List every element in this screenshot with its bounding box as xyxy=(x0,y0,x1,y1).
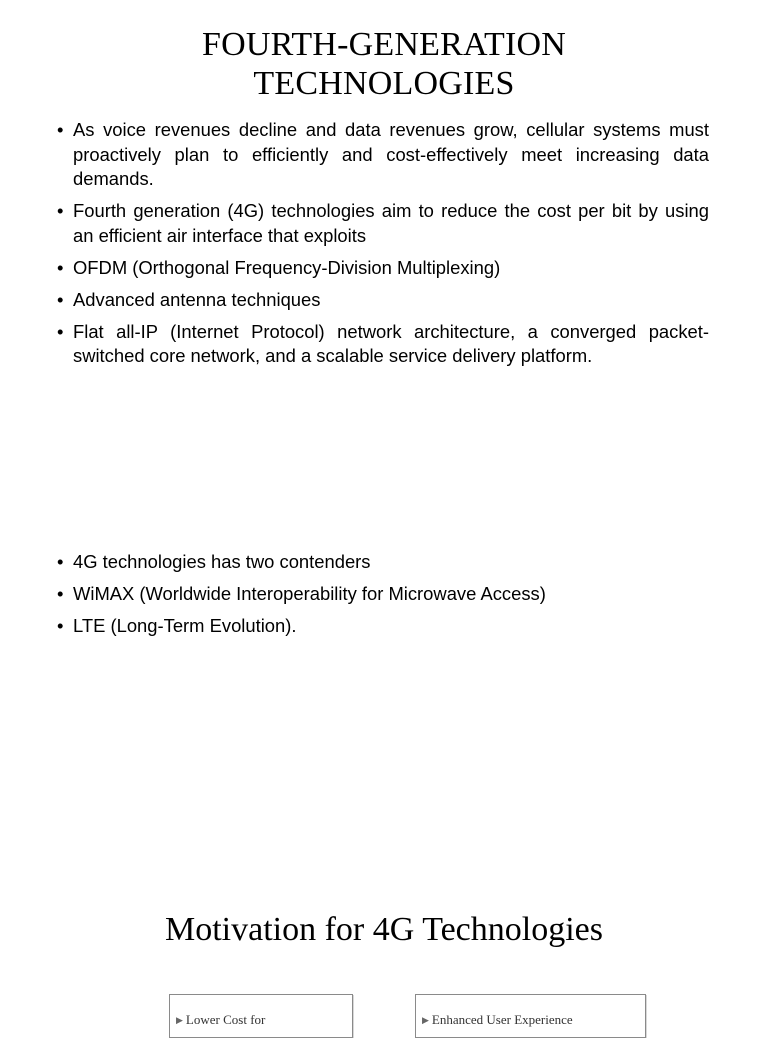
figure-box-user-experience xyxy=(415,994,646,1038)
arrow-right-icon: ▶ xyxy=(176,1015,183,1025)
slide-title-line-1: FOURTH-GENERATION xyxy=(201,26,566,63)
bullet-item: • Advanced antenna techniques xyxy=(73,288,709,313)
figure-box-lower-cost xyxy=(169,994,353,1038)
bullet-list-contenders xyxy=(73,550,709,646)
bullet-item: • Flat all-IP (Internet Protocol) network architecture, a converged packet-switched core network, and a scalable service delivery platform. xyxy=(73,320,709,369)
figure-box-label: Lower Cost for xyxy=(185,1012,266,1027)
slide-title-line-2: TECHNOLOGIES xyxy=(253,65,515,102)
section-title: Motivation for 4G Technologies xyxy=(165,911,603,948)
bullet-item: • 4G technologies has two contenders xyxy=(73,550,709,575)
bullet-list-main xyxy=(73,118,709,376)
bullet-item: • OFDM (Orthogonal Frequency-Division Multiplexing) xyxy=(73,256,709,281)
bullet-item: • LTE (Long-Term Evolution). xyxy=(73,614,709,639)
bullet-item: • As voice revenues decline and data revenues grow, cellular systems must proactively plan to efficiently and cost-effectively meet increasing data demands. xyxy=(73,118,709,192)
slide-title xyxy=(0,25,768,103)
bullet-item: • Fourth generation (4G) technologies aim to reduce the cost per bit by using an efficient air interface that exploits xyxy=(73,199,709,248)
arrow-right-icon: ▶ xyxy=(422,1015,429,1025)
figure-box-label: Enhanced User Experience xyxy=(431,1012,573,1027)
bullet-item: • WiMAX (Worldwide Interoperability for Microwave Access) xyxy=(73,582,709,607)
